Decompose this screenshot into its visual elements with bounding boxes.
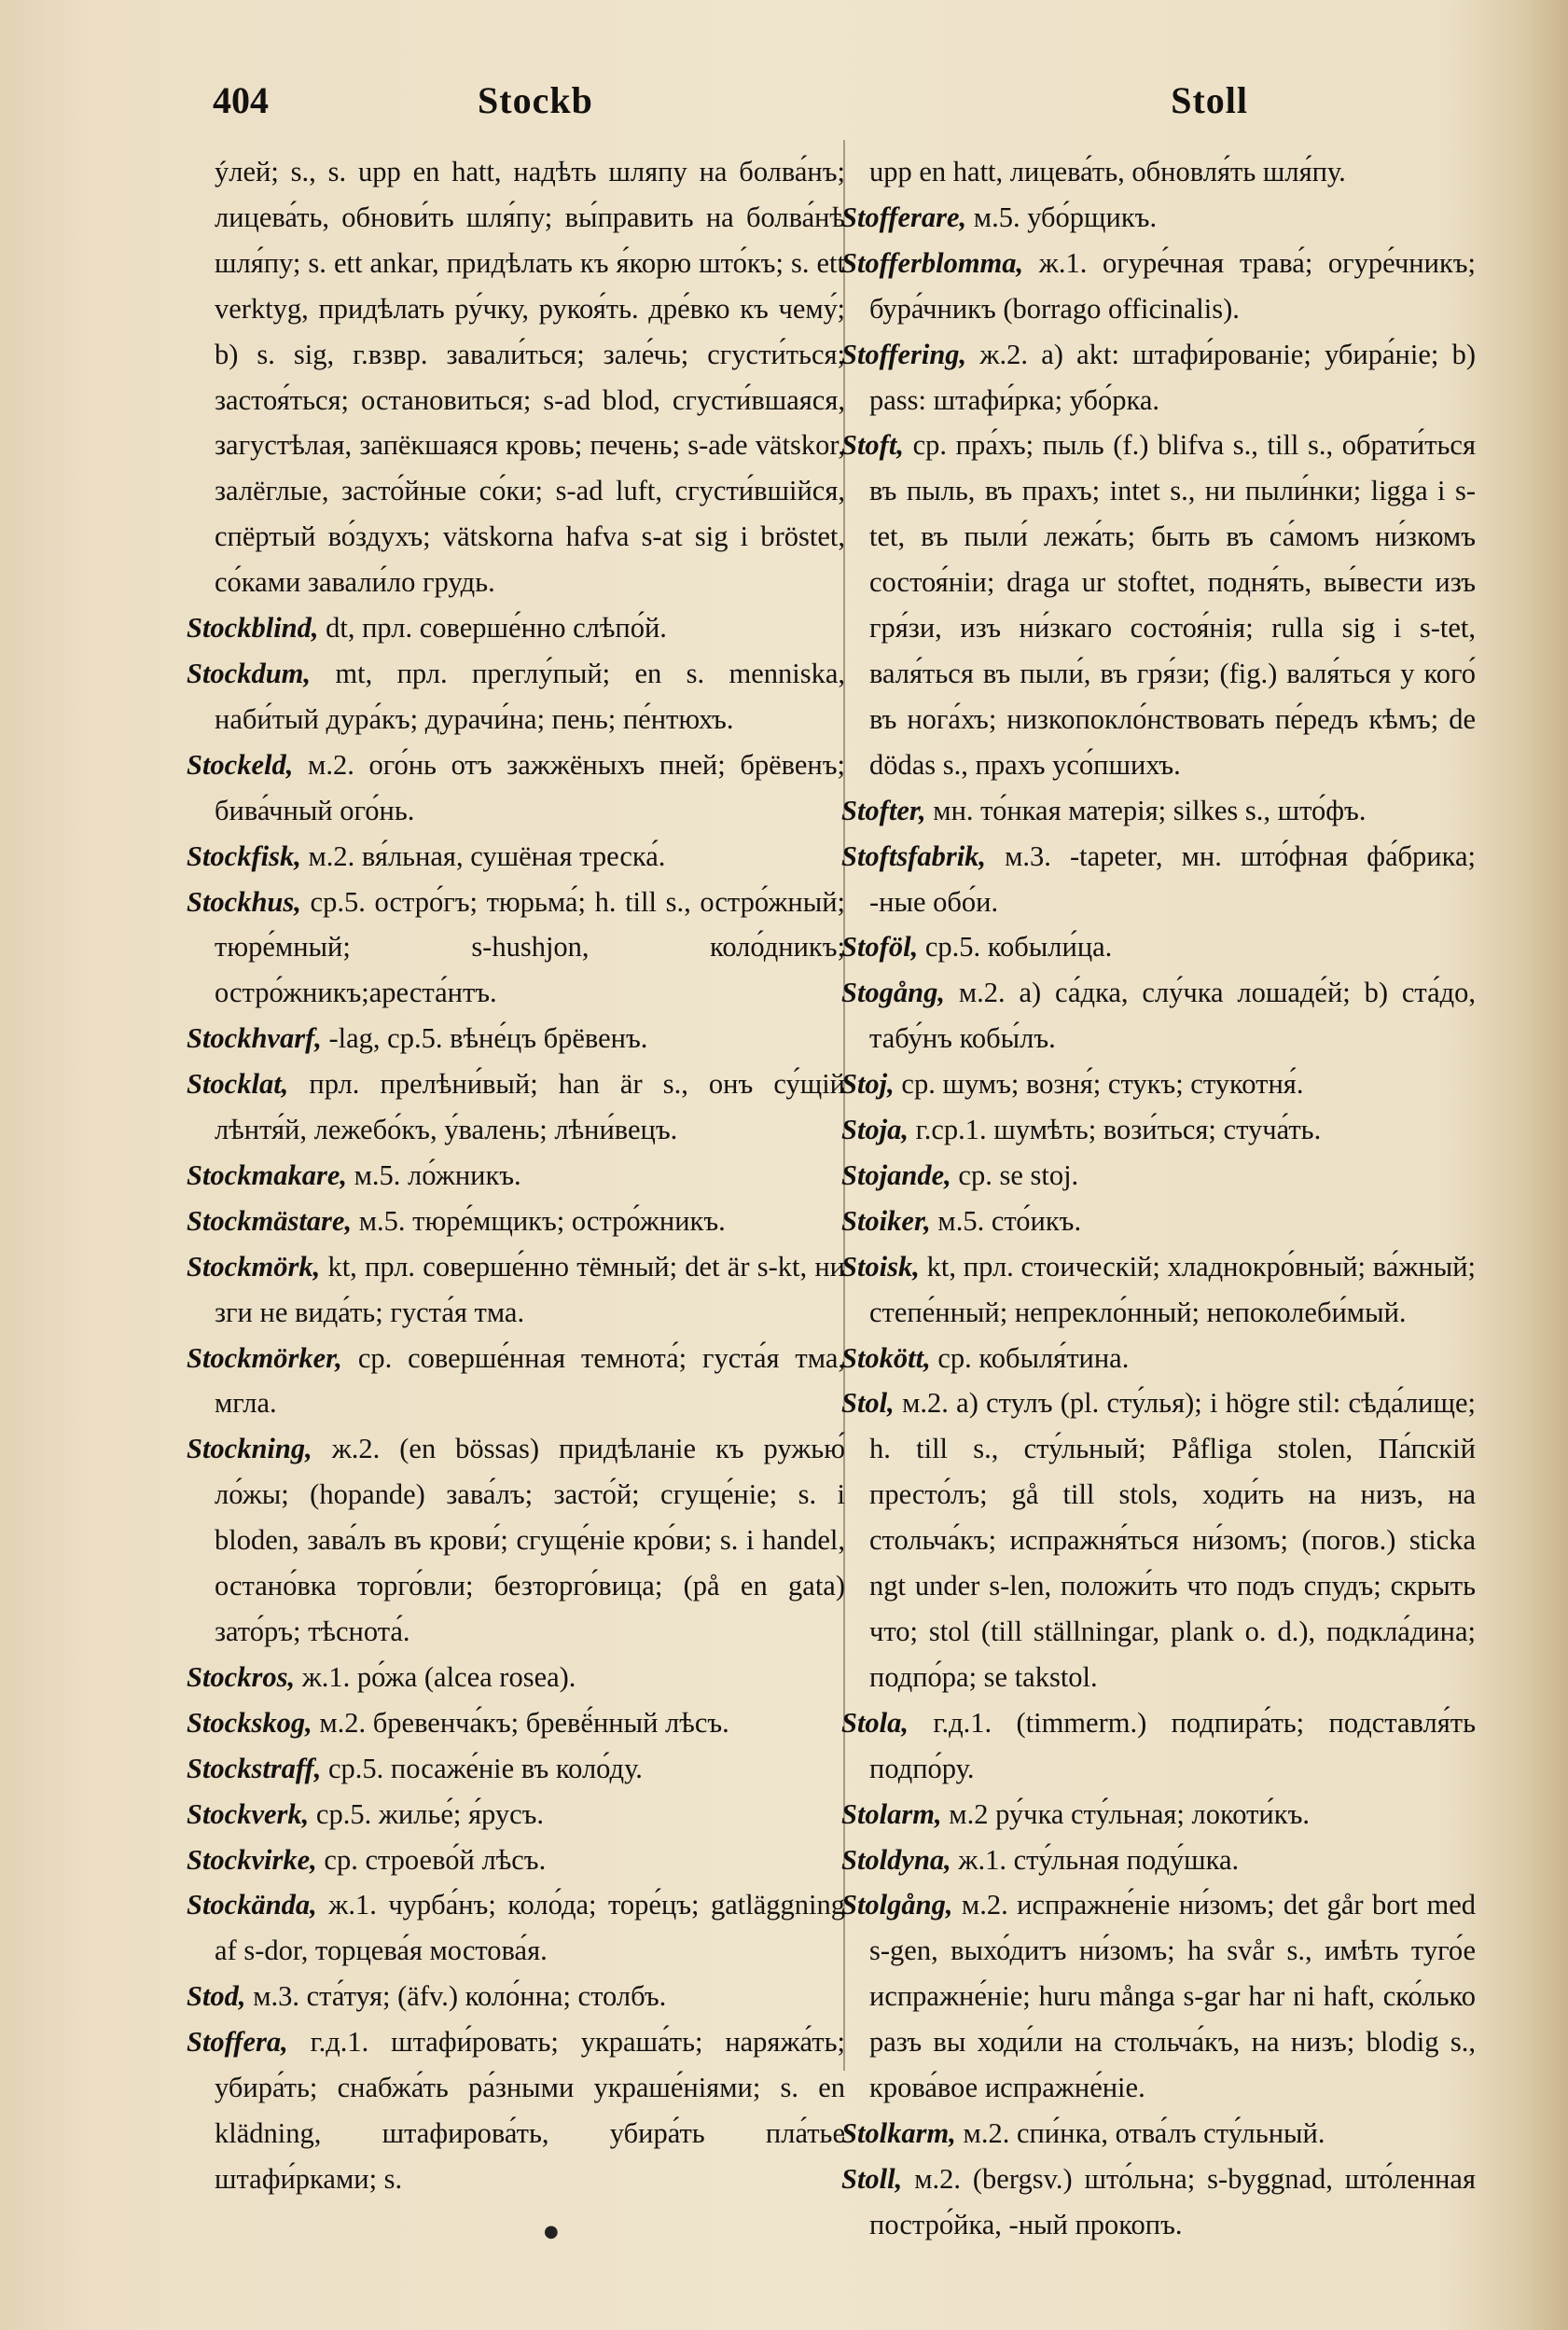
entry-headword: Stofferare, (841, 201, 967, 233)
dictionary-entry (841, 1700, 1476, 1792)
entry-headword: Stolarm, (841, 1797, 942, 1830)
dictionary-entry (187, 1655, 845, 1700)
entry-definition: м.2. бревенча́къ; бревё́нный лѣсъ. (319, 1706, 729, 1739)
dictionary-entry (841, 1107, 1476, 1153)
entry-definition: ср.5. остро́гъ; тюрьма́; h. till s., остро́жный; тюре́мный; s-hushjon, коло́дникъ; остро́жникъ;ареста́нтъ. (215, 885, 845, 1009)
dictionary-entry (187, 1974, 845, 2019)
entry-headword: Stockros, (187, 1660, 296, 1693)
entry-definition: ср. кобыля́тина. (937, 1341, 1130, 1374)
dictionary-entry (841, 241, 1476, 332)
entry-definition: ж.1. чурба́нъ; коло́да; торе́цъ; gatläggning af s-dor, торцева́я мостова́я. (215, 1889, 845, 1967)
entry-definition: м.5. тюре́мщикъ; остро́жникъ. (358, 1204, 726, 1237)
entry-definition: dt, прл. соверше́нно слѣпо́й. (326, 612, 667, 645)
page-header (213, 78, 1248, 134)
entry-headword: Stoft, (841, 429, 904, 462)
entry-definition: г.ср.1. шумѣть; вози́ться; стуча́ть. (915, 1114, 1322, 1146)
entry-headword: Stockskog, (187, 1706, 312, 1739)
dictionary-entry (841, 423, 1476, 787)
dictionary-entry (841, 1792, 1476, 1838)
dictionary-entry (187, 2019, 845, 2202)
entry-headword: Stoisk, (841, 1250, 920, 1283)
dictionary-entry (841, 924, 1476, 970)
entry-definition: м.2. a) са́дка, слу́чка лошаде́й; b) ста́до, табу́нъ кобы́лъ. (869, 977, 1477, 1055)
dictionary-entry (187, 1746, 845, 1792)
entry-definition: upp en hatt, лицева́ть, обновля́ть шля́пу. (869, 156, 1346, 187)
entry-headword: Stockvirke, (187, 1843, 317, 1876)
entry-headword: Stojande, (841, 1158, 951, 1191)
entry-headword: Stockmakare, (187, 1158, 347, 1191)
dictionary-entry (841, 332, 1476, 423)
entry-definition: ср. строево́й лѣсъ. (324, 1843, 547, 1876)
dictionary-entry (841, 788, 1476, 834)
entry-definition: г.д.1. штафи́ровать; украша́ть; наряжа́ть; убира́ть; снабжа́ть ра́зными украше́ніями; s. en klädning, штафирова́ть, убира́ть пла́тье штафи́рками; s. (215, 2026, 845, 2195)
entry-headword: Stogång, (841, 977, 946, 1009)
left-column (187, 149, 845, 2202)
entry-headword: Stoffera, (187, 2026, 288, 2059)
entry-definition: ср.5. кобыли́ца. (924, 931, 1113, 964)
dictionary-entry (841, 834, 1476, 925)
dictionary-entry (841, 195, 1476, 241)
entry-definition: mt, прл. преглу́пый; en s. menniska, наби́тый дура́къ; дурачи́на; пень; пе́нтюхъ. (215, 657, 845, 735)
dictionary-entry (841, 1153, 1476, 1199)
entry-definition: м.3. ста́туя; (äfv.) коло́нна; столбъ. (253, 1980, 667, 2013)
entry-headword: Stockmörk, (187, 1250, 321, 1283)
entry-headword: Stokött, (841, 1341, 931, 1374)
entry-definition: м.5. ло́жникъ. (354, 1158, 521, 1191)
dictionary-entry (187, 1792, 845, 1838)
entry-definition: ýлей; s., s. upp en hatt, надѣть шляпу на болва́нъ; лицева́ть, обнови́ть шля́пу; вы́править на болва́нѣ шля́пу; s. ett ankar, придѣлать къ я́корю што́къ; s. ett verktyg, придѣлать ру́чку, рукоя́ть. дре́вко къ чему́; b) s. sig, г.взвр. завали́ться; зале́чь; сгусти́ться; застоя́ться; остановиться; s-ad blod, сгусти́вшаяся, загустѣлая, запёкшаяся кровь; печень; s-ade vätskor, залёглые, засто́йные со́ки; s-ad luft, сгусти́вшійся, спёртый во́здухъ; vätskorna hafva s-at sig i bröstet, со́ками завали́ло грудь. (215, 156, 845, 599)
entry-headword: Stockmörker, (187, 1341, 342, 1374)
entry-headword: Stofter, (841, 794, 926, 826)
running-head-right: Stoll (1171, 79, 1248, 121)
dictionary-entry (187, 605, 845, 651)
entry-definition: ср.5. жилье́; я́русъ. (315, 1797, 545, 1830)
page-number: 404 (213, 79, 269, 121)
dictionary-entry (187, 651, 845, 742)
entry-headword: Stoj, (841, 1068, 895, 1101)
dictionary-entry (187, 1061, 845, 1153)
entry-headword: Stoiker, (841, 1204, 931, 1237)
entry-definition: м.2. (bergsv.) што́льна; s-byggnad, што́ленная постро́йка, -ный прокопъ. (869, 2162, 1476, 2240)
entry-definition: м.2 ру́чка сту́льная; локоти́къ. (949, 1797, 1310, 1830)
entry-headword: Stol, (841, 1387, 895, 1420)
entry-headword: Stoföl, (841, 931, 919, 964)
entry-headword: Stolgång, (841, 1889, 953, 1921)
entry-definition: kt, прл. соверше́нно тёмный; det är s-kt, ни зги не вида́ть; густа́я тма. (215, 1250, 845, 1328)
entry-headword: Stockstraff, (187, 1752, 322, 1784)
entry-headword: Stoldyna, (841, 1843, 951, 1876)
entry-definition: м.5. сто́икъ. (937, 1204, 1082, 1237)
entry-definition: -lag, ср.5. вѣне́цъ брёвенъ. (328, 1022, 648, 1055)
entry-definition: ср.5. посаже́ніе въ коло́ду. (327, 1752, 643, 1784)
dictionary-entry (187, 1838, 845, 1883)
entry-definition: мн. то́нкая матерія; silkes s., што́фъ. (933, 794, 1367, 826)
entry-headword: Stockdum, (187, 657, 312, 689)
dictionary-entry (841, 1061, 1476, 1107)
entry-headword: Stockeld, (187, 748, 294, 781)
dictionary-entry (187, 742, 845, 834)
entry-definition: kt, прл. стоическій; хладнокро́вный; ва́жный; степе́нный; непрекло́нный; непоколеби́мый. (869, 1250, 1477, 1328)
dictionary-entry (187, 1426, 845, 1655)
entry-headword: Stockverk, (187, 1797, 310, 1830)
entry-definition: ж.1. огуре́чная трава́; огуре́чникъ; бура́чникъ (borrago officinalis). (869, 246, 1477, 325)
dictionary-entry (187, 1244, 845, 1336)
dictionary-entry (187, 1336, 845, 1427)
entry-definition: м.2. a) стулъ (pl. сту́лья); i högre stil: сѣда́лище; h. till s., сту́льный; Påfliga stolen, Па́пскій престо́лъ; gå till stols, ходи́ть на низъ, на стольча́къ; испражня́ться ни́зомъ; (погов.) sticka ngt under s-len, положи́ть что подъ спудъ; скрыть что; stol (till ställningar, plank o. d.), подкла́дина; подпо́ра; se takstol. (869, 1387, 1476, 1693)
entry-definition: м.5. убо́рщикъ. (973, 201, 1158, 233)
dictionary-entry (841, 149, 1476, 195)
entry-definition: г.д.1. (timmerm.) подпира́ть; подставля́ть подпо́ру. (869, 1706, 1476, 1784)
entry-headword: Stocklat, (187, 1068, 289, 1101)
dictionary-entry (187, 1199, 845, 1244)
dictionary-entry (841, 1244, 1476, 1336)
entry-definition: прл. прелѣни́вый; han är s., онъ су́щій лѣнтя́й, лежебо́къ, у́валень; лѣни́вецъ. (215, 1068, 846, 1146)
dictionary-entry (187, 1016, 845, 1061)
entry-definition: м.2. ого́нь отъ зажжёныхъ пней; брёвенъ; бива́чный ого́нь. (215, 748, 845, 826)
dictionary-entry (187, 1153, 845, 1199)
entry-definition: м.2. испражне́ніе ни́зомъ; det går bort med s-gen, выхо́дитъ ни́зомъ; ha svår s., имѣть туго́е испражне́ніе; huru många s-gar har ni haft, ско́лько разъ вы ходи́ли на стольча́къ, на низъ; blodig s., крова́вое испражне́ніе. (869, 1889, 1476, 2104)
right-column (841, 149, 1476, 2248)
entry-headword: Stockfisk, (187, 839, 301, 872)
dictionary-entry (187, 880, 845, 1017)
entry-definition: ж.1. ро́жа (alcea rosea). (301, 1660, 576, 1693)
entry-headword: Stoja, (841, 1114, 909, 1146)
entry-headword: Stockblind, (187, 612, 319, 645)
entry-definition: ср. пра́хъ; пыль (f.) blifva s., till s., обрати́ться въ пыль, въ прахъ; intet s., ни пыли́нки; ligga i s-tet, въ пыли́ лежа́ть; быть въ са́момъ ни́зкомъ состоя́ніи; draga ur stoftet, подня́ть, вы́вести изъ гря́зи, изъ ни́зкаго состоя́нія; rulla sig i s-tet, валя́ться въ пыли́, въ гря́зи; (fig.) валя́ться у кого́ въ нога́хъ; низкопокло́нствовать пе́редъ кѣмъ; de dödas s., прахъ усо́пшихъ. (869, 429, 1477, 781)
running-head-left: Stockb (478, 79, 593, 121)
entry-definition: ж.2. a) akt: штафи́рованіе; убира́ніе; b) pass: штафи́рка; убо́рка. (869, 338, 1476, 416)
entry-headword: Stod, (187, 1980, 246, 2013)
dictionary-entry (187, 149, 845, 605)
entry-headword: Stolkarm, (841, 2116, 956, 2149)
dictionary-entry (841, 2111, 1476, 2157)
entry-headword: Stoffering, (841, 338, 967, 370)
dictionary-entry (841, 1336, 1476, 1381)
entry-headword: Stoftsfabrik, (841, 839, 987, 872)
entry-headword: Stola, (841, 1706, 909, 1739)
dictionary-entry (841, 1882, 1476, 2111)
dictionary-entry (841, 1380, 1476, 1699)
dictionary-entry (841, 1199, 1476, 1244)
entry-headword: Stoll, (841, 2162, 903, 2195)
entry-headword: Stofferblomma, (841, 246, 1024, 279)
entry-headword: Stockmästare, (187, 1204, 353, 1237)
entry-definition: ср. se stoj. (958, 1158, 1079, 1191)
entry-definition: м.2. спи́нка, отва́лъ сту́льный. (963, 2116, 1325, 2149)
dictionary-entry (187, 834, 845, 880)
dictionary-entry (841, 970, 1476, 1061)
dictionary-entry (187, 1700, 845, 1746)
entry-definition: м.2. вя́льная, сушёная треска́. (308, 839, 666, 872)
ink-mark: ● (544, 2222, 559, 2241)
entry-definition: ср. соверше́нная темнота́; густа́я тма, мгла. (215, 1341, 846, 1420)
entry-definition: ср. шумъ; возня́; стукъ; стукотня́. (901, 1068, 1304, 1101)
entry-headword: Stockhvarf, (187, 1022, 322, 1055)
entry-definition: ж.2. (en bössas) придѣланіе къ ружью́ ло́жы; (hopande) зава́лъ; засто́й; сгуще́ніе; s. i bloden, зава́лъ въ крови́; сгуще́ніе кро́ви; s. i handel, остано́вка торго́вли; безторго́вица; (på en gata) зато́ръ; тѣснота́. (215, 1433, 845, 1647)
entry-headword: Stockning, (187, 1433, 312, 1465)
entry-definition: ж.1. сту́льная поду́шка. (958, 1843, 1240, 1876)
dictionary-entry (841, 2157, 1476, 2248)
entry-headword: Stockhus, (187, 885, 301, 918)
entry-definition: м.3. -tapeter, мн. што́фная фа́брика; -ные обо́и. (869, 839, 1476, 918)
entry-headword: Stockända, (187, 1889, 317, 1921)
dictionary-entry (187, 1882, 845, 1974)
dictionary-entry (841, 1838, 1476, 1883)
